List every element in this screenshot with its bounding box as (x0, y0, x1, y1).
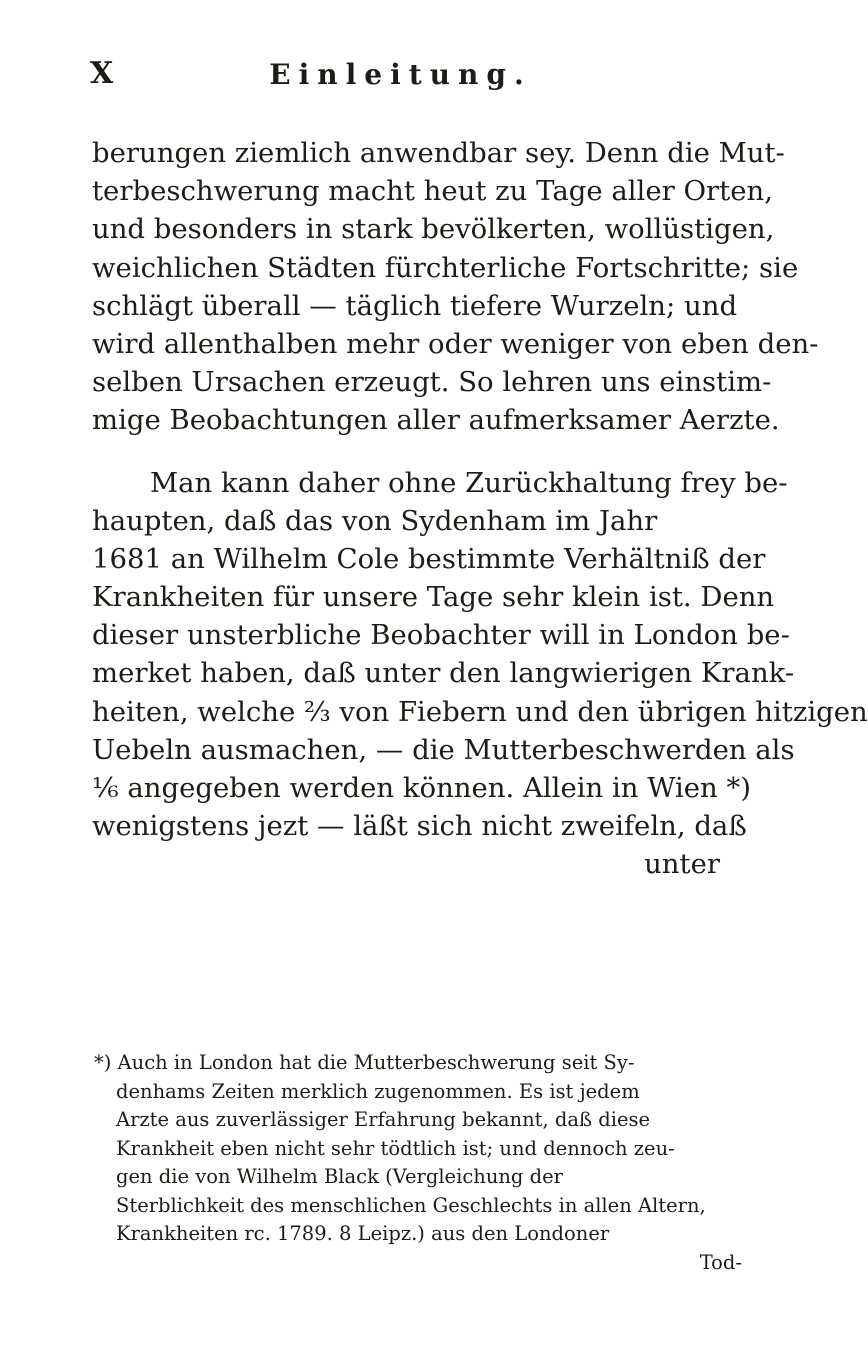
footnote (94, 1049, 748, 1277)
catchword: unter (644, 848, 720, 881)
text-line: Man kann daher ohne Zurückhaltung frey be- (150, 466, 788, 499)
running-title: Einleitung. (269, 58, 532, 91)
footnote-line: Arzte aus zuverlässiger Erfahrung bekannt, daß diese (116, 1108, 651, 1131)
text-line: heiten, welche ⅔ von Fiebern und den übrigen hitzigen (92, 695, 868, 728)
text-line: dieser unsterbliche Beobachter will in London be- (92, 619, 790, 652)
text-line: ⅙ angegeben werden können. Allein in Wien *) (92, 772, 751, 804)
text-line: schlägt überall — täglich tiefere Wurzeln; und (92, 289, 738, 322)
text-line: terbeschwerung macht heut zu Tage aller Orten, (92, 175, 773, 208)
text-line: Krankheiten für unsere Tage sehr klein ist. Denn (92, 581, 775, 614)
text-line: merket haben, daß unter den langwierigen Krank- (92, 657, 795, 690)
footnote-line: Sterblichkeit des menschlichen Geschlechts in allen Altern, (116, 1193, 706, 1217)
text-line: und besonders in stark bevölkerten, wollüstigen, (92, 213, 775, 246)
page-number: X (90, 56, 115, 91)
text-line: haupten, daß das von Sydenham im Jahr (92, 504, 658, 537)
paragraph-break (92, 440, 748, 464)
footnote-line: *) Auch in London hat die Mutterbeschwerung seit Sy- (94, 1051, 635, 1074)
text-line: wenigstens jezt — läßt sich nicht zweifeln, daß (92, 810, 747, 843)
main-text (92, 134, 868, 884)
text-line: mige Beobachtungen aller aufmerksamer Aerzte. (92, 404, 780, 437)
footnote-line: denhams Zeiten merklich zugenommen. Es ist jedem (116, 1079, 640, 1103)
text-line: selben Ursachen erzeugt. So lehren uns einstim- (92, 366, 772, 399)
text-line: wird allenthalben mehr oder weniger von eben den- (92, 327, 819, 360)
text-line: berungen ziemlich anwendbar sey. Denn die Mut- (92, 137, 785, 169)
page-header (60, 56, 741, 100)
text-line: Uebeln ausmachen, — die Mutterbeschwerden als (92, 733, 795, 766)
text-line: weichlichen Städten fürchterliche Fortschritte; sie (92, 251, 799, 284)
text-line: 1681 an Wilhelm Cole bestimmte Verhältniß der (92, 542, 766, 575)
footnote-line: gen die von Wilhelm Black (Vergleichung der (116, 1165, 563, 1188)
footnote-line: Krankheit eben nicht sehr tödtlich ist; und dennoch zeu- (116, 1136, 675, 1160)
footnote-line: Krankheiten rc. 1789. 8 Leipz.) aus den Londoner (116, 1222, 610, 1245)
footnote-catchword: Tod- (699, 1250, 742, 1274)
